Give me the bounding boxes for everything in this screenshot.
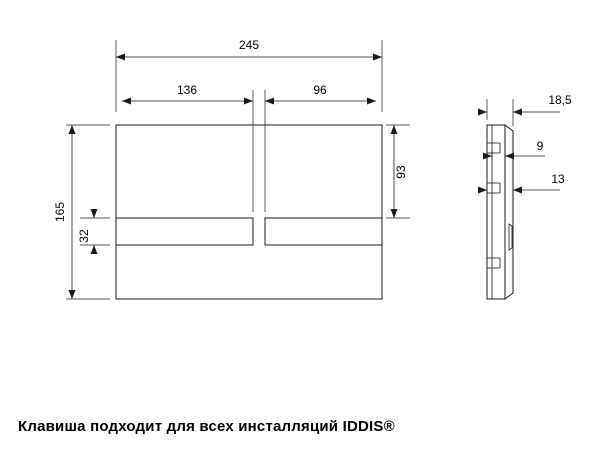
dim-total-height: 165 <box>53 201 67 223</box>
dim-right-button-width: 96 <box>313 83 327 97</box>
dim-slot-height: 32 <box>77 229 91 243</box>
dim-depth: 18,5 <box>548 93 572 107</box>
side-view-geometry <box>487 125 513 299</box>
front-view-geometry <box>116 125 382 299</box>
dim-inner-depth-2: 13 <box>551 172 565 186</box>
dim-upper-height: 93 <box>394 165 408 179</box>
dim-left-button-width: 136 <box>176 83 198 97</box>
dim-inner-depth-1: 9 <box>536 139 544 153</box>
dim-total-width: 245 <box>238 38 260 52</box>
caption-text: Клавиша подходит для всех инсталляций IDDIS® <box>18 418 395 435</box>
